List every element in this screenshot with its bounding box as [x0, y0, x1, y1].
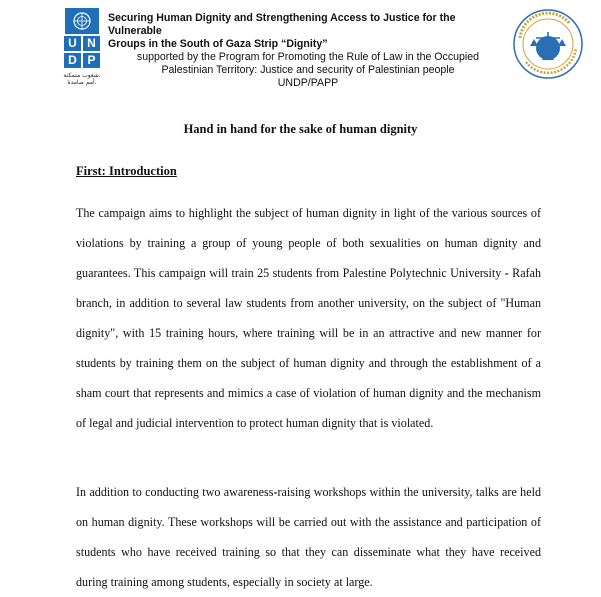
un-emblem-icon [65, 8, 99, 34]
document-heading: Hand in hand for the sake of human dignity [183, 122, 418, 136]
undp-letter: P [83, 53, 100, 68]
project-title-line1: Securing Human Dignity and Strengthening Access to Justice for the Vulnerable [108, 12, 456, 37]
paragraph-introduction: The campaign aims to highlight the subject of human dignity in light of the various sources of violations by training a group of young people of both sexualities on human dignity and guarantees. This campaign will train 25 students from Palestine Polytechnic University - Rafah branch, in addition to several law students from another university, on the subject of "Human dignity", with 15 training hours, where training will be in an attractive and new manner for students by training them on the subject of human dignity and through the establishment of a sham court that represents and mimics a case of violation of human dignity and the mechanism of legal and judicial intervention to protect human dignity that is violated. [76, 206, 542, 430]
paragraph-workshops: In addition to conducting two awareness-raising workshops within the university, talks are held on human dignity. These workshops will be carried out with the assistance and participation of students who have received training so that they can disseminate what they have received during training among students, especially in society at large. [76, 485, 541, 589]
project-support-line1: supported by the Program for Promoting the Rule of Law in the Occupied [136, 51, 480, 63]
undp-arabic-tagline: شعوب متمكنة. أمم صامدة. [63, 72, 101, 86]
project-support-line2: Palestinian Territory: Justice and security of Palestinian people [161, 64, 455, 76]
undp-letter: D [64, 53, 81, 68]
scales-of-justice-icon [512, 8, 584, 80]
project-support-line3: UNDP/PAPP [277, 77, 339, 89]
project-title-line2: Groups in the South of Gaza Strip “Dignity” [108, 38, 328, 50]
undp-letter: U [64, 36, 81, 51]
undp-letter: N [83, 36, 100, 51]
document-header [108, 12, 508, 90]
ngo-logo [512, 8, 584, 80]
undp-logo [60, 8, 104, 86]
section-title: First: Introduction [76, 164, 177, 178]
